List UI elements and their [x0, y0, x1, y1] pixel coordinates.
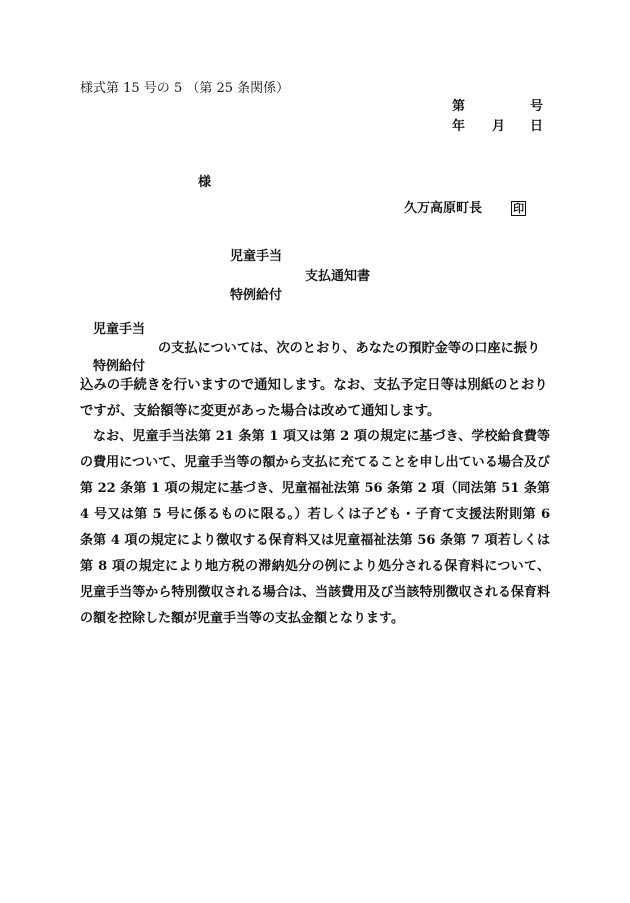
title-line-bottom: 特例給付 — [230, 288, 283, 303]
paragraph1-line3: ですが、支給額等に変更があった場合は改めて通知します。 — [80, 403, 441, 419]
date-day: 日 — [530, 119, 544, 134]
addressee-honorific: 様 — [198, 175, 212, 190]
date-year: 年 — [452, 119, 466, 134]
date-month: 月 — [492, 119, 506, 134]
paragraph2 — [80, 424, 550, 632]
form-number-label: 様式第 15 号の 5 （第 25 条関係） — [80, 81, 290, 96]
document-number-suffix: 号 — [530, 99, 544, 114]
sender-title — [404, 201, 526, 216]
sender-name: 久万高原町長 — [404, 201, 483, 216]
seal-mark: 印 — [513, 202, 525, 215]
document-number-prefix: 第 — [452, 99, 466, 114]
paragraph2-text: なお、児童手当法第 21 条第 1 項又は第 2 項の規定に基づき、学校給食費等の費用について、児童手当等の額から支払に充てることを申し出ている場合及び第 22 条第 1 項の規定に基づき、児童福祉法第 56 条第 2 項（同法第 51 条第 4 号又は第 5 号に係るものに限る。）若しくは子ども・子育て支援法附則第 6 条第 4 項の規定により徴収する保育料又は児童福祉法第 56 条第 7 項若しくは第 8 項の規定により地方税の滞納処分の例により処分される保育料について、児童手当等から特別徴収される場合は、当該費用及び当該特別徴収される保育料の額を控除した額が児童手当等の支払金額となります。 — [80, 429, 550, 626]
choice-top-label: 児童手当 — [93, 322, 146, 337]
choice-bottom-label: 特例給付 — [93, 359, 146, 374]
title-line-top: 児童手当 — [230, 249, 283, 264]
paragraph1-line1: の支払については、次のとおり、あなたの預貯金等の口座に振り — [158, 341, 541, 356]
paragraph1-line2: 込みの手続きを行いますので通知します。なお、支払予定日等は別紙のとおり — [80, 377, 548, 393]
title-main: 支払通知書 — [305, 269, 371, 284]
